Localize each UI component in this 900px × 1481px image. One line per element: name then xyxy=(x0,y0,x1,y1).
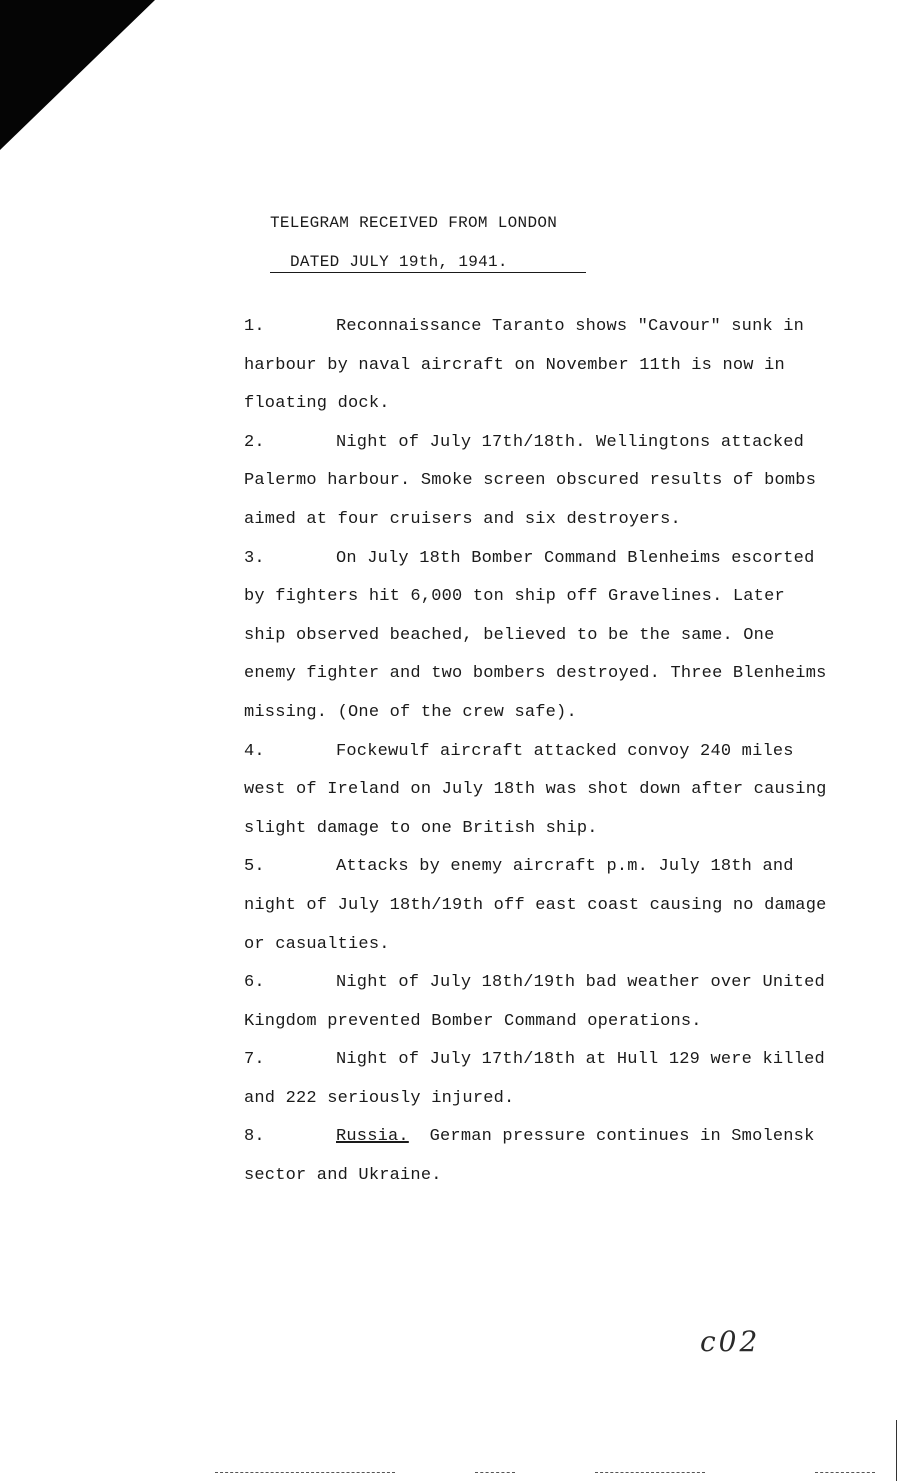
footer-dash xyxy=(475,1472,515,1474)
paragraph-text: German pressure continues in Smolensk sector and Ukraine. xyxy=(244,1127,815,1186)
footer-dash xyxy=(215,1472,395,1474)
handwritten-page-number: c02 xyxy=(700,1325,761,1358)
section-label-russia: Russia. xyxy=(336,1127,409,1147)
paragraph-8 xyxy=(244,1118,834,1195)
footer-dashes xyxy=(0,1468,900,1478)
telegram-date: DATED JULY 19th, 1941. xyxy=(270,253,586,273)
paragraph-1 xyxy=(244,308,834,424)
paragraph-text: Night of July 17th/18th at Hull 129 were killed and 222 seriously injured. xyxy=(244,1050,825,1108)
paragraph-text: Reconnaissance Taranto shows "Cavour" sunk in harbour by naval aircraft on November 11th is now in floating dock. xyxy=(244,317,805,414)
paragraph-2 xyxy=(244,424,834,540)
paragraph-3 xyxy=(244,540,834,733)
footer-dash xyxy=(595,1472,705,1474)
paragraph-text: Attacks by enemy aircraft p.m. July 18th and night of July 18th/19th off east coast causing no damage or casualties. xyxy=(244,857,827,954)
paragraph-6 xyxy=(244,964,834,1041)
paragraph-number: 5. xyxy=(244,857,265,877)
paragraph-number: 4. xyxy=(244,741,265,761)
paragraph-number: 2. xyxy=(244,432,265,452)
paragraph-5 xyxy=(244,848,834,964)
black-corner-mark xyxy=(0,0,155,150)
paragraph-number: 1. xyxy=(244,317,265,336)
paragraph-text: Night of July 17th/18th. Wellingtons attacked Palermo harbour. Smoke screen obscured results of bombs aimed at four cruisers and six destroyers. xyxy=(244,432,817,529)
paragraph-number: 8. xyxy=(244,1127,265,1147)
paragraph-7 xyxy=(244,1041,834,1118)
paragraph-text: On July 18th Bomber Command Blenheims escorted by fighters hit 6,000 ton ship off Gravelines. Later ship observed beached, believed to be the same. One enemy fighter and two bombers destroyed. Three Blenheims missing. (One of the crew safe). xyxy=(244,548,827,722)
telegram-body xyxy=(244,308,834,1196)
paragraph-number: 3. xyxy=(244,548,265,568)
paragraph-number: 6. xyxy=(244,973,265,993)
telegram-heading: TELEGRAM RECEIVED FROM LONDON xyxy=(270,214,558,232)
paragraph-4 xyxy=(244,733,834,849)
paragraph-text: Fockewulf aircraft attacked convoy 240 miles west of Ireland on July 18th was shot down after causing slight damage to one British ship. xyxy=(244,741,827,838)
paragraph-number: 7. xyxy=(244,1050,265,1070)
footer-dash xyxy=(815,1472,875,1474)
paragraph-text: Night of July 18th/19th bad weather over United Kingdom prevented Bomber Command operations. xyxy=(244,973,825,1031)
